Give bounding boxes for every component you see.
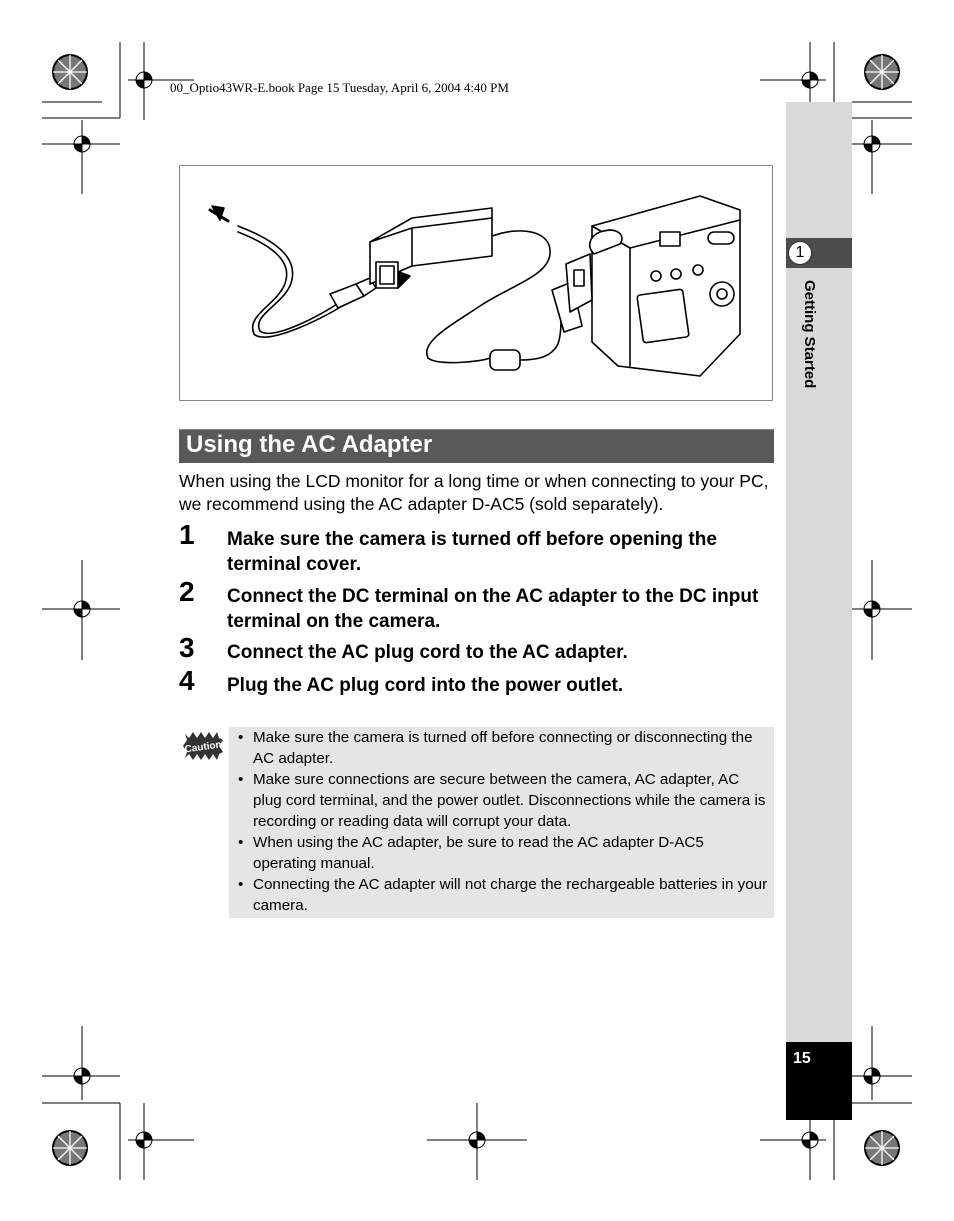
step-number: 3: [179, 632, 195, 663]
step-text: Make sure the camera is turned off before opening the terminal cover.: [227, 529, 717, 575]
section-title: Using the AC Adapter: [186, 431, 433, 458]
step-text: Connect the AC plug cord to the AC adapter.: [227, 642, 628, 663]
caution-item: • Make sure connections are secure between the camera, AC adapter, AC plug cord terminal, and the power outlet. Disconnections while the camera is recording or reading data will corrupt your data.: [238, 769, 768, 832]
chapter-number: 1: [788, 241, 812, 265]
caution-item: • Connecting the AC adapter will not charge the rechargeable batteries in your camera.: [238, 874, 768, 916]
caution-item: • Make sure the camera is turned off before connecting or disconnecting the AC adapter.: [238, 727, 768, 769]
caution-item: • When using the AC adapter, be sure to read the AC adapter D-AC5 operating manual.: [238, 832, 768, 874]
step-text: Plug the AC plug cord into the power outlet.: [227, 675, 624, 696]
step-number: 1: [179, 519, 195, 550]
chapter-label: Getting Started: [801, 280, 818, 389]
print-header: 00_Optio43WR-E.book Page 15 Tuesday, April 6, 2004 4:40 PM: [170, 80, 509, 95]
page-number: 15: [793, 1050, 811, 1067]
intro-paragraph: When using the LCD monitor for a long time or when connecting to your PC, we recommend using the AC adapter D-AC5 (sold separately).: [179, 471, 769, 514]
caution-list: [238, 727, 768, 916]
caution-icon-text: Caution: [184, 739, 223, 756]
caution-icon: [181, 730, 225, 762]
step-number: 4: [179, 665, 195, 696]
ac-adapter-illustration: [180, 166, 772, 400]
step-text: Connect the DC terminal on the AC adapter to the DC input terminal on the camera.: [227, 586, 759, 632]
step-number: 2: [179, 576, 195, 607]
